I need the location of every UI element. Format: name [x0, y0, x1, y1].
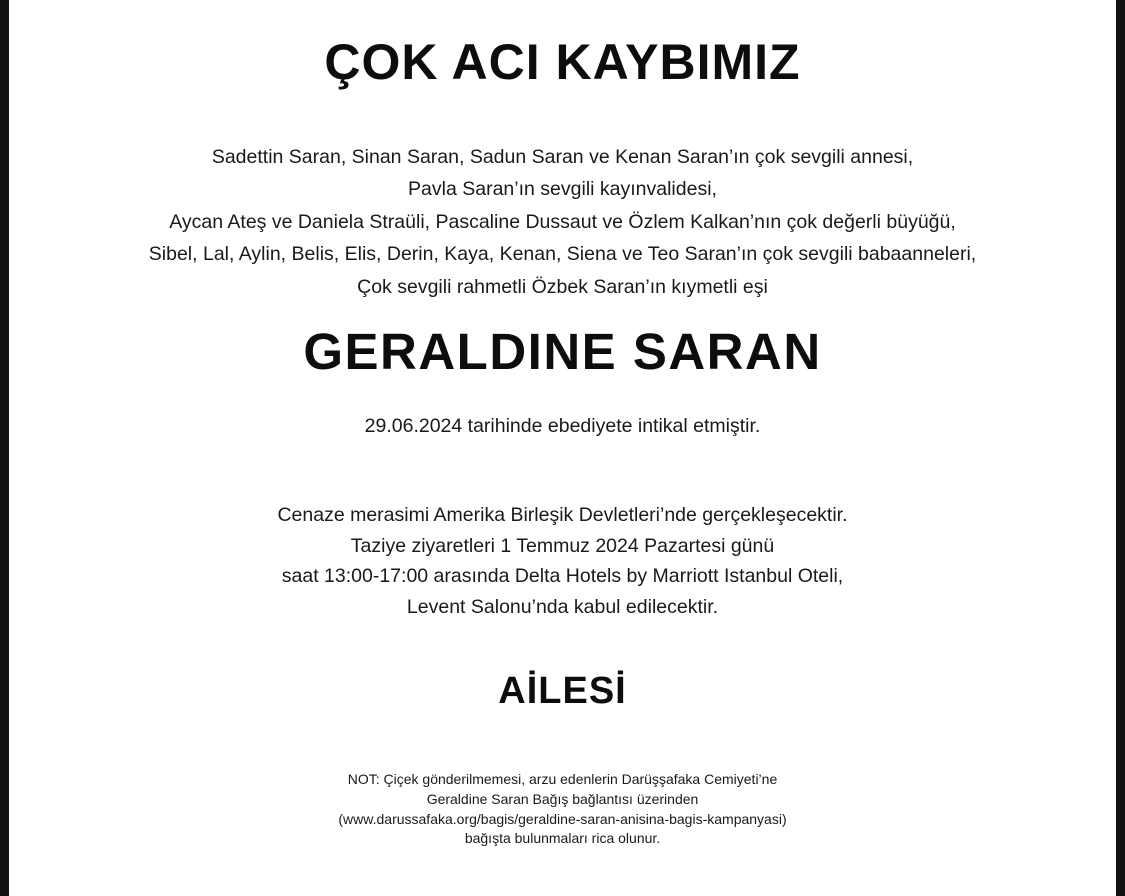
funeral-info-block: [9, 500, 1116, 623]
relatives-line: Aycan Ateş ve Daniela Straüli, Pascaline Dussaut ve Özlem Kalkan’nın çok değerli büyüğü,: [169, 210, 956, 233]
note-line: Geraldine Saran Bağış bağlantısı üzerinden: [426, 790, 699, 807]
relatives-line: Çok sevgili rahmetli Özbek Saran’ın kıymetli eşi: [357, 275, 768, 298]
funeral-line: Cenaze merasimi Amerika Birleşik Devletleri’nde gerçekleşecektir.: [277, 504, 848, 526]
headline: ÇOK ACI KAYBIMIZ: [324, 34, 801, 90]
donation-note: [9, 770, 1116, 849]
funeral-line: Levent Salonu’nda kabul edilecektir.: [406, 596, 719, 619]
obituary-notice: [9, 0, 1116, 896]
left-border: [0, 0, 9, 896]
funeral-line: Taziye ziyaretleri 1 Temmuz 2024 Pazartesi günü: [350, 534, 775, 557]
relatives-block: [9, 141, 1116, 303]
note-line: bağışta bulunmaları rica olunur.: [464, 830, 661, 847]
right-border: [1116, 0, 1125, 896]
note-line: NOT: Çiçek gönderilmemesi, arzu edenlerin Darüşşafaka Cemiyeti’ne: [347, 771, 778, 787]
relatives-line: Sibel, Lal, Aylin, Belis, Elis, Derin, Kaya, Kenan, Siena ve Teo Saran’ın çok sevgili babaanneleri,: [148, 243, 977, 266]
note-line: (www.darussafaka.org/bagis/geraldine-saran-anisina-bagis-kampanyasi): [338, 810, 787, 827]
funeral-line: saat 13:00-17:00 arasında Delta Hotels by Marriott Istanbul Oteli,: [281, 565, 844, 588]
relatives-line: Sadettin Saran, Sinan Saran, Sadun Saran ve Kenan Saran’ın çok sevgili annesi,: [211, 146, 914, 168]
family-signature: AİLESİ: [498, 670, 627, 712]
death-date-line: 29.06.2024 tarihinde ebediyete intikal etmiştir.: [364, 415, 761, 437]
deceased-name: GERALDINE SARAN: [303, 323, 822, 380]
relatives-line: Pavla Saran’ın sevgili kayınvalidesi,: [408, 178, 717, 201]
